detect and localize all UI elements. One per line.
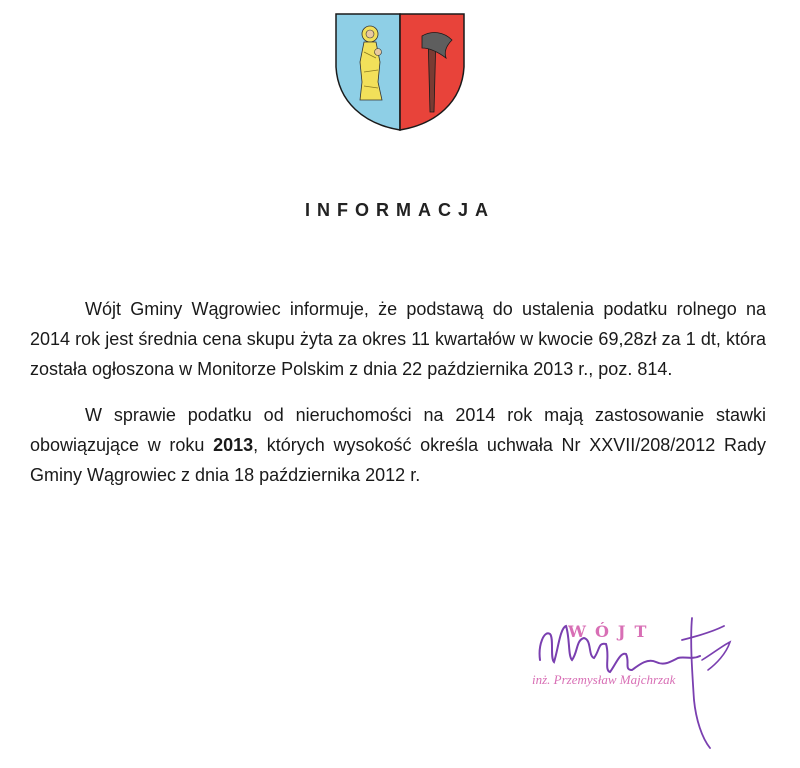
coat-of-arms-icon	[334, 12, 466, 132]
paragraph-text: , których wysokość określa uchwała Nr XXVII/208/2012 Rady Gminy Wągrowiec z dnia 18 października 2012 r.	[30, 435, 766, 485]
page-title: INFORMACJA	[305, 200, 495, 220]
paragraph-agricultural-tax: Wójt Gminy Wągrowiec informuje, że podstawą do ustalenia podatku rolnego na 2014 rok jest średnia cena skupu żyta za okres 11 kwartałów w kwocie 69,28zł za 1 dt, która została ogłoszona w Monitorze Polskim z dnia 22 października 2013 r., poz. 814.	[30, 299, 766, 379]
bold-year: 2013	[213, 435, 254, 455]
paragraph-property-tax	[30, 400, 766, 490]
signature-icon	[520, 600, 760, 750]
official-stamp	[520, 600, 760, 750]
stamp-name: inż. Przemysław Majchrzak	[532, 672, 676, 687]
stamp-title: WÓJT	[568, 622, 656, 641]
paragraph-text: W sprawie podatku od nieruchomości na 2014 rok mają zastosowanie stawki obowiązujące w roku	[30, 405, 766, 455]
document-body	[30, 294, 766, 506]
